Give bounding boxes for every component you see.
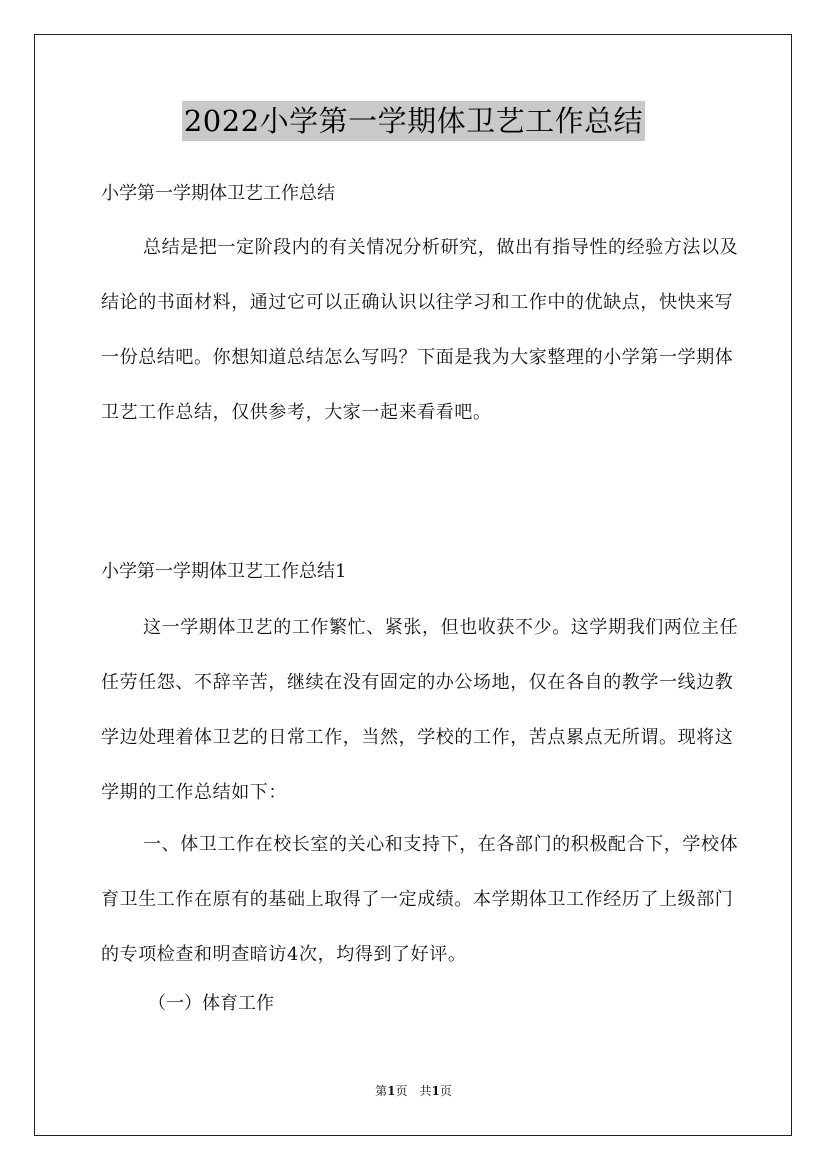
section-heading: 小学第一学期体卫艺工作总结1	[101, 561, 347, 582]
footer-page-suffix: 页	[395, 1084, 408, 1098]
page-footer	[0, 1082, 827, 1100]
subsection-heading: （一）体育工作	[148, 993, 274, 1014]
footer-page-prefix: 第	[375, 1084, 388, 1098]
intro-paragraph: 总结是把一定阶段内的有关情况分析研究，做出有指导性的经验方法以及结论的书面材料，通过它可以正确认识以往学习和工作中的优缺点，快快来写一份总结吧。你想知道总结怎么写吗？下面是我为大家整理的小学第一学期体卫艺工作总结，仅供参考，大家一起来看看吧。	[101, 237, 739, 423]
document-subtitle: 小学第一学期体卫艺工作总结	[101, 183, 335, 204]
footer-total-number: 1	[431, 1084, 440, 1098]
section-paragraph-1: 这一学期体卫艺的工作繁忙、紧张，但也收获不少。这学期我们两位主任任劳任怨、不辞辛苦，继续在没有固定的办公场地，仅在各自的教学一线边教学边处理着体卫艺的日常工作，当然，学校的工作，苦点累点无所谓。现将这学期的工作总结如下：	[101, 617, 739, 803]
document-title: 2022小学第一学期体卫艺工作总结	[182, 101, 645, 141]
footer-page-number: 1	[387, 1084, 396, 1098]
footer-total-prefix: 共	[419, 1084, 432, 1098]
footer-total-suffix: 页	[439, 1084, 452, 1098]
title-container	[0, 101, 827, 141]
section-paragraph-2: 一、体卫工作在校长室的关心和支持下，在各部门的积极配合下，学校体育卫生工作在原有的基础上取得了一定成绩。本学期体卫工作经历了上级部门的专项检查和明查暗访4次，均得到了好评。	[101, 834, 739, 965]
